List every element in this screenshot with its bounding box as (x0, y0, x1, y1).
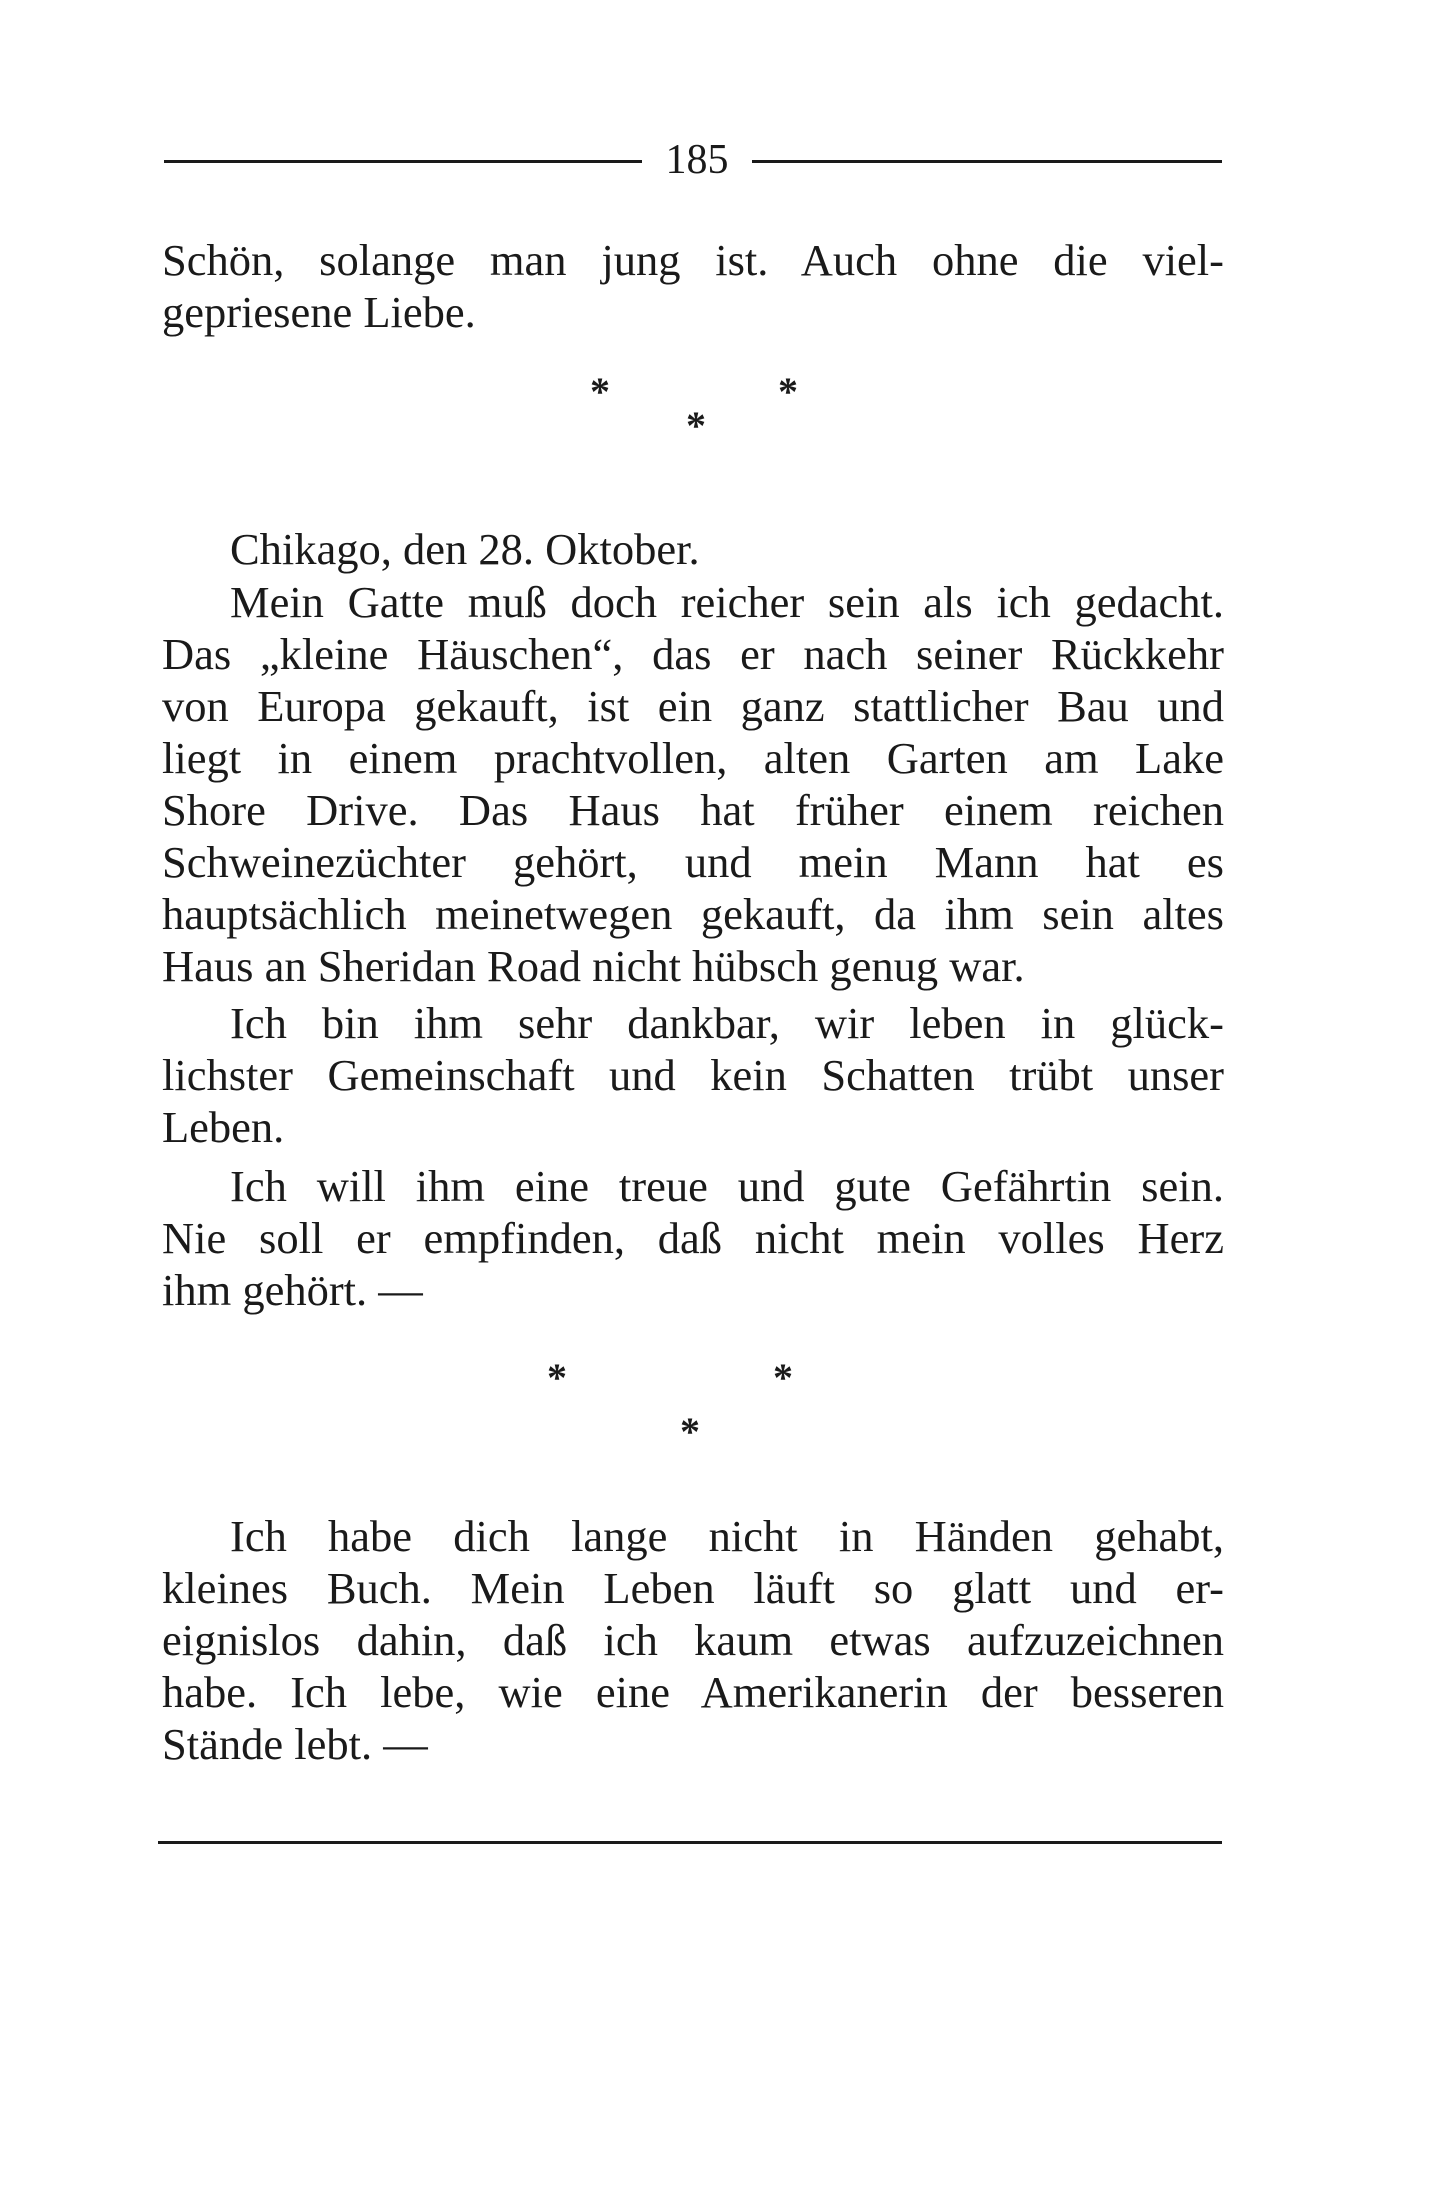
text-line: gepriesene Liebe. (162, 287, 476, 337)
text-line: ihm gehört. — (162, 1265, 423, 1315)
text-line: liegt in einem prachtvollen, alten Garten am Lake (162, 733, 1224, 783)
text-line: lichster Gemeinschaft und kein Schatten trübt unser (162, 1050, 1224, 1100)
separator-star: * (778, 369, 798, 414)
separator-star: * (686, 403, 706, 448)
text-line: Stände lebt. — (162, 1719, 428, 1769)
separator-star: * (590, 369, 610, 414)
text-line: Schweinezüchter gehört, und mein Mann hat es (162, 837, 1224, 887)
text-line: Nie soll er empfinden, daß nicht mein volles Herz (162, 1213, 1224, 1263)
text-line: Haus an Sheridan Road nicht hübsch genug war. (162, 941, 1025, 991)
text-line: Ich habe dich lange nicht in Händen gehabt, (230, 1511, 1224, 1561)
text-line: eignislos dahin, daß ich kaum etwas aufzuzeichnen (162, 1615, 1224, 1665)
header-rule-right (752, 160, 1222, 163)
text-line: Schön, solange man jung ist. Auch ohne die viel- (162, 235, 1224, 285)
separator-star: * (547, 1355, 567, 1400)
text-line: Mein Gatte muß doch reicher sein als ich gedacht. (230, 577, 1224, 627)
entry-date-line: Chikago, den 28. Oktober. (230, 524, 700, 574)
text-line: habe. Ich lebe, wie eine Amerikanerin der besseren (162, 1667, 1224, 1717)
text-line: Das „kleine Häuschen“, das er nach seiner Rückkehr (162, 629, 1224, 679)
text-line: kleines Buch. Mein Leben läuft so glatt und er- (162, 1563, 1224, 1613)
text-line: Ich will ihm eine treue und gute Gefährtin sein. (230, 1161, 1224, 1211)
text-line: hauptsächlich meinetwegen gekauft, da ihm sein altes (162, 889, 1224, 939)
text-line: Shore Drive. Das Haus hat früher einem reichen (162, 785, 1224, 835)
separator-star: * (773, 1355, 793, 1400)
page-number: 185 (665, 137, 729, 183)
header-rule-left (164, 160, 642, 163)
text-line: Leben. (162, 1102, 285, 1152)
footer-rule (158, 1841, 1222, 1844)
text-line: Ich bin ihm sehr dankbar, wir leben in glück- (230, 998, 1224, 1048)
text-line: von Europa gekauft, ist ein ganz stattlicher Bau und (162, 681, 1224, 731)
separator-star: * (680, 1409, 700, 1454)
